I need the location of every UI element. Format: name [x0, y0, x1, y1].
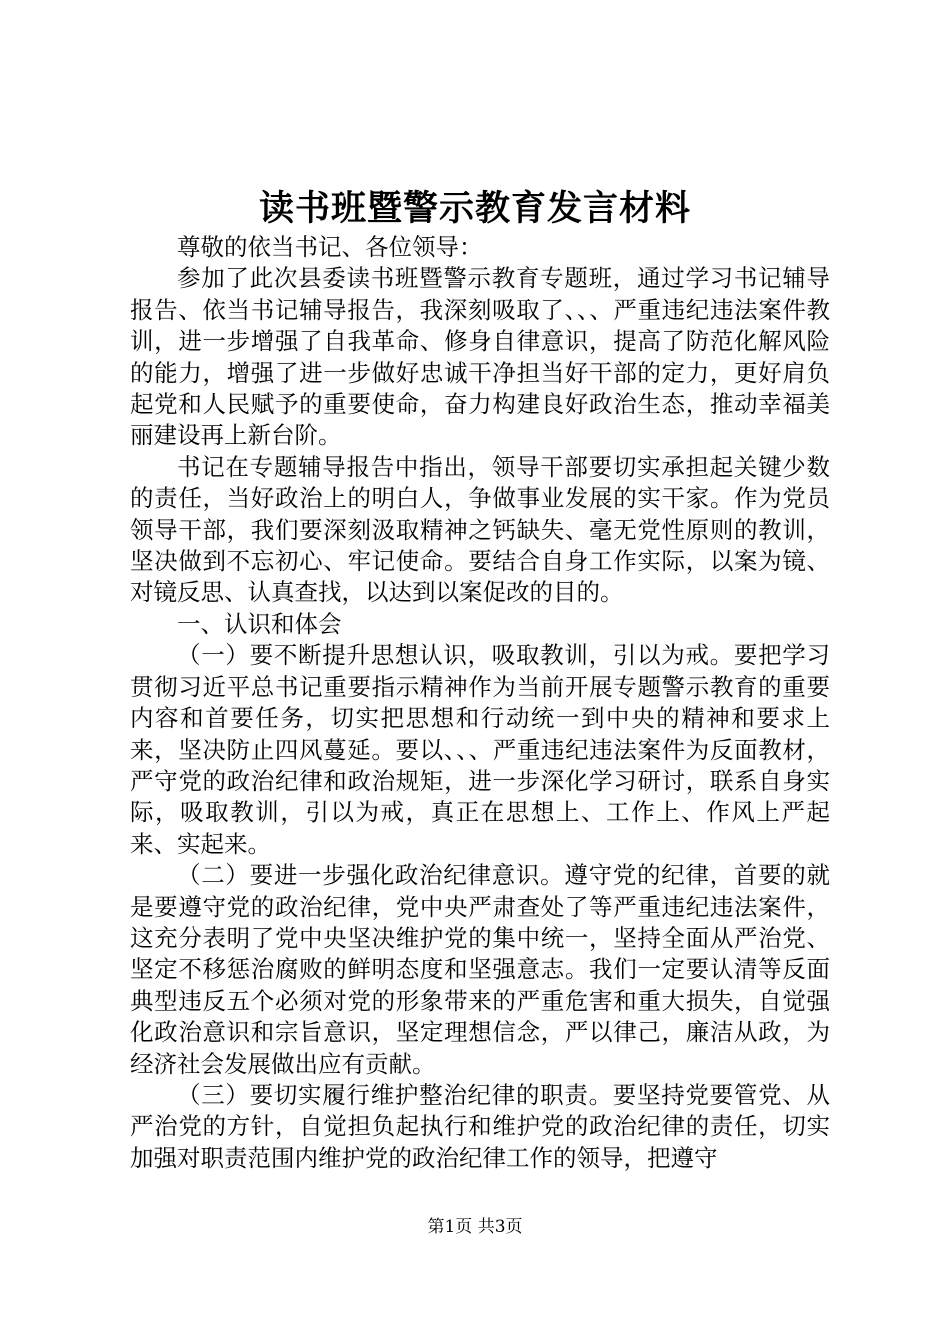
- report-paragraph: 书记在专题辅导报告中指出，领导干部要切实承担起关键少数的责任，当好政治上的明白人，争做事业发展的实干家。作为党员领导干部，我们要深刻汲取精神之钙缺失、毫无党性原则的教训，坚决做到不忘初心、牢记使命。要结合自身工作实际，以案为镜、对镜反思、认真查找，以达到以案促改的目的。: [130, 452, 830, 607]
- point-two-paragraph: （二）要进一步强化政治纪律意识。遵守党的纪律，首要的就是要遵守党的政治纪律，党中央严肃查处了等严重违纪违法案件，这充分表明了党中央坚决维护党的集中统一，坚持全面从严治党、坚定不移惩治腐败的鲜明态度和坚强意志。我们一定要认清等反面典型违反五个必须对党的形象带来的严重危害和重大损失，自觉强化政治意识和宗旨意识，坚定理想信念，严以律己，廉洁从政，为经济社会发展做出应有贡献。: [130, 861, 830, 1078]
- section-heading: 一、认识和体会: [177, 609, 342, 638]
- point-one-paragraph: （一）要不断提升思想认识，吸取教训，引以为戒。要把学习贯彻习近平总书记重要指示精神作为当前开展专题警示教育的重要内容和首要任务，切实把思想和行动统一到中央的精神和要求上来，坚决防止四风蔓延。要以、、、严重违纪违法案件为反面教材，严守党的政治纪律和政治规矩，进一步深化学习研讨，联系自身实际，吸取教训，引以为戒，真正在思想上、工作上、作风上严起来、实起来。: [130, 641, 830, 858]
- intro-paragraph: 参加了此次县委读书班暨警示教育专题班，通过学习书记辅导报告、依当书记辅导报告，我深刻吸取了、、、严重违纪违法案件教训，进一步增强了自我革命、修身自律意识，提高了防范化解风险的能力，增强了进一步做好忠诚干净担当好干部的定力，更好肩负起党和人民赋予的重要使命，奋力构建良好政治生态，推动幸福美丽建设再上新台阶。: [130, 264, 830, 450]
- page-number-footer: 第1页 共3页: [427, 1217, 523, 1237]
- salutation-paragraph: 尊敬的依当书记、各位领导：: [177, 233, 483, 261]
- point-three-paragraph: （三）要切实履行维护整治纪律的职责。要坚持党要管党、从严治党的方针，自觉担负起执行和维护党的政治纪律的责任，切实加强对职责范围内维护党的政治纪律工作的领导，把遵守: [130, 1080, 830, 1172]
- document-title: 读书班暨警示教育发言材料: [258, 188, 691, 229]
- document-body: [130, 232, 830, 1174]
